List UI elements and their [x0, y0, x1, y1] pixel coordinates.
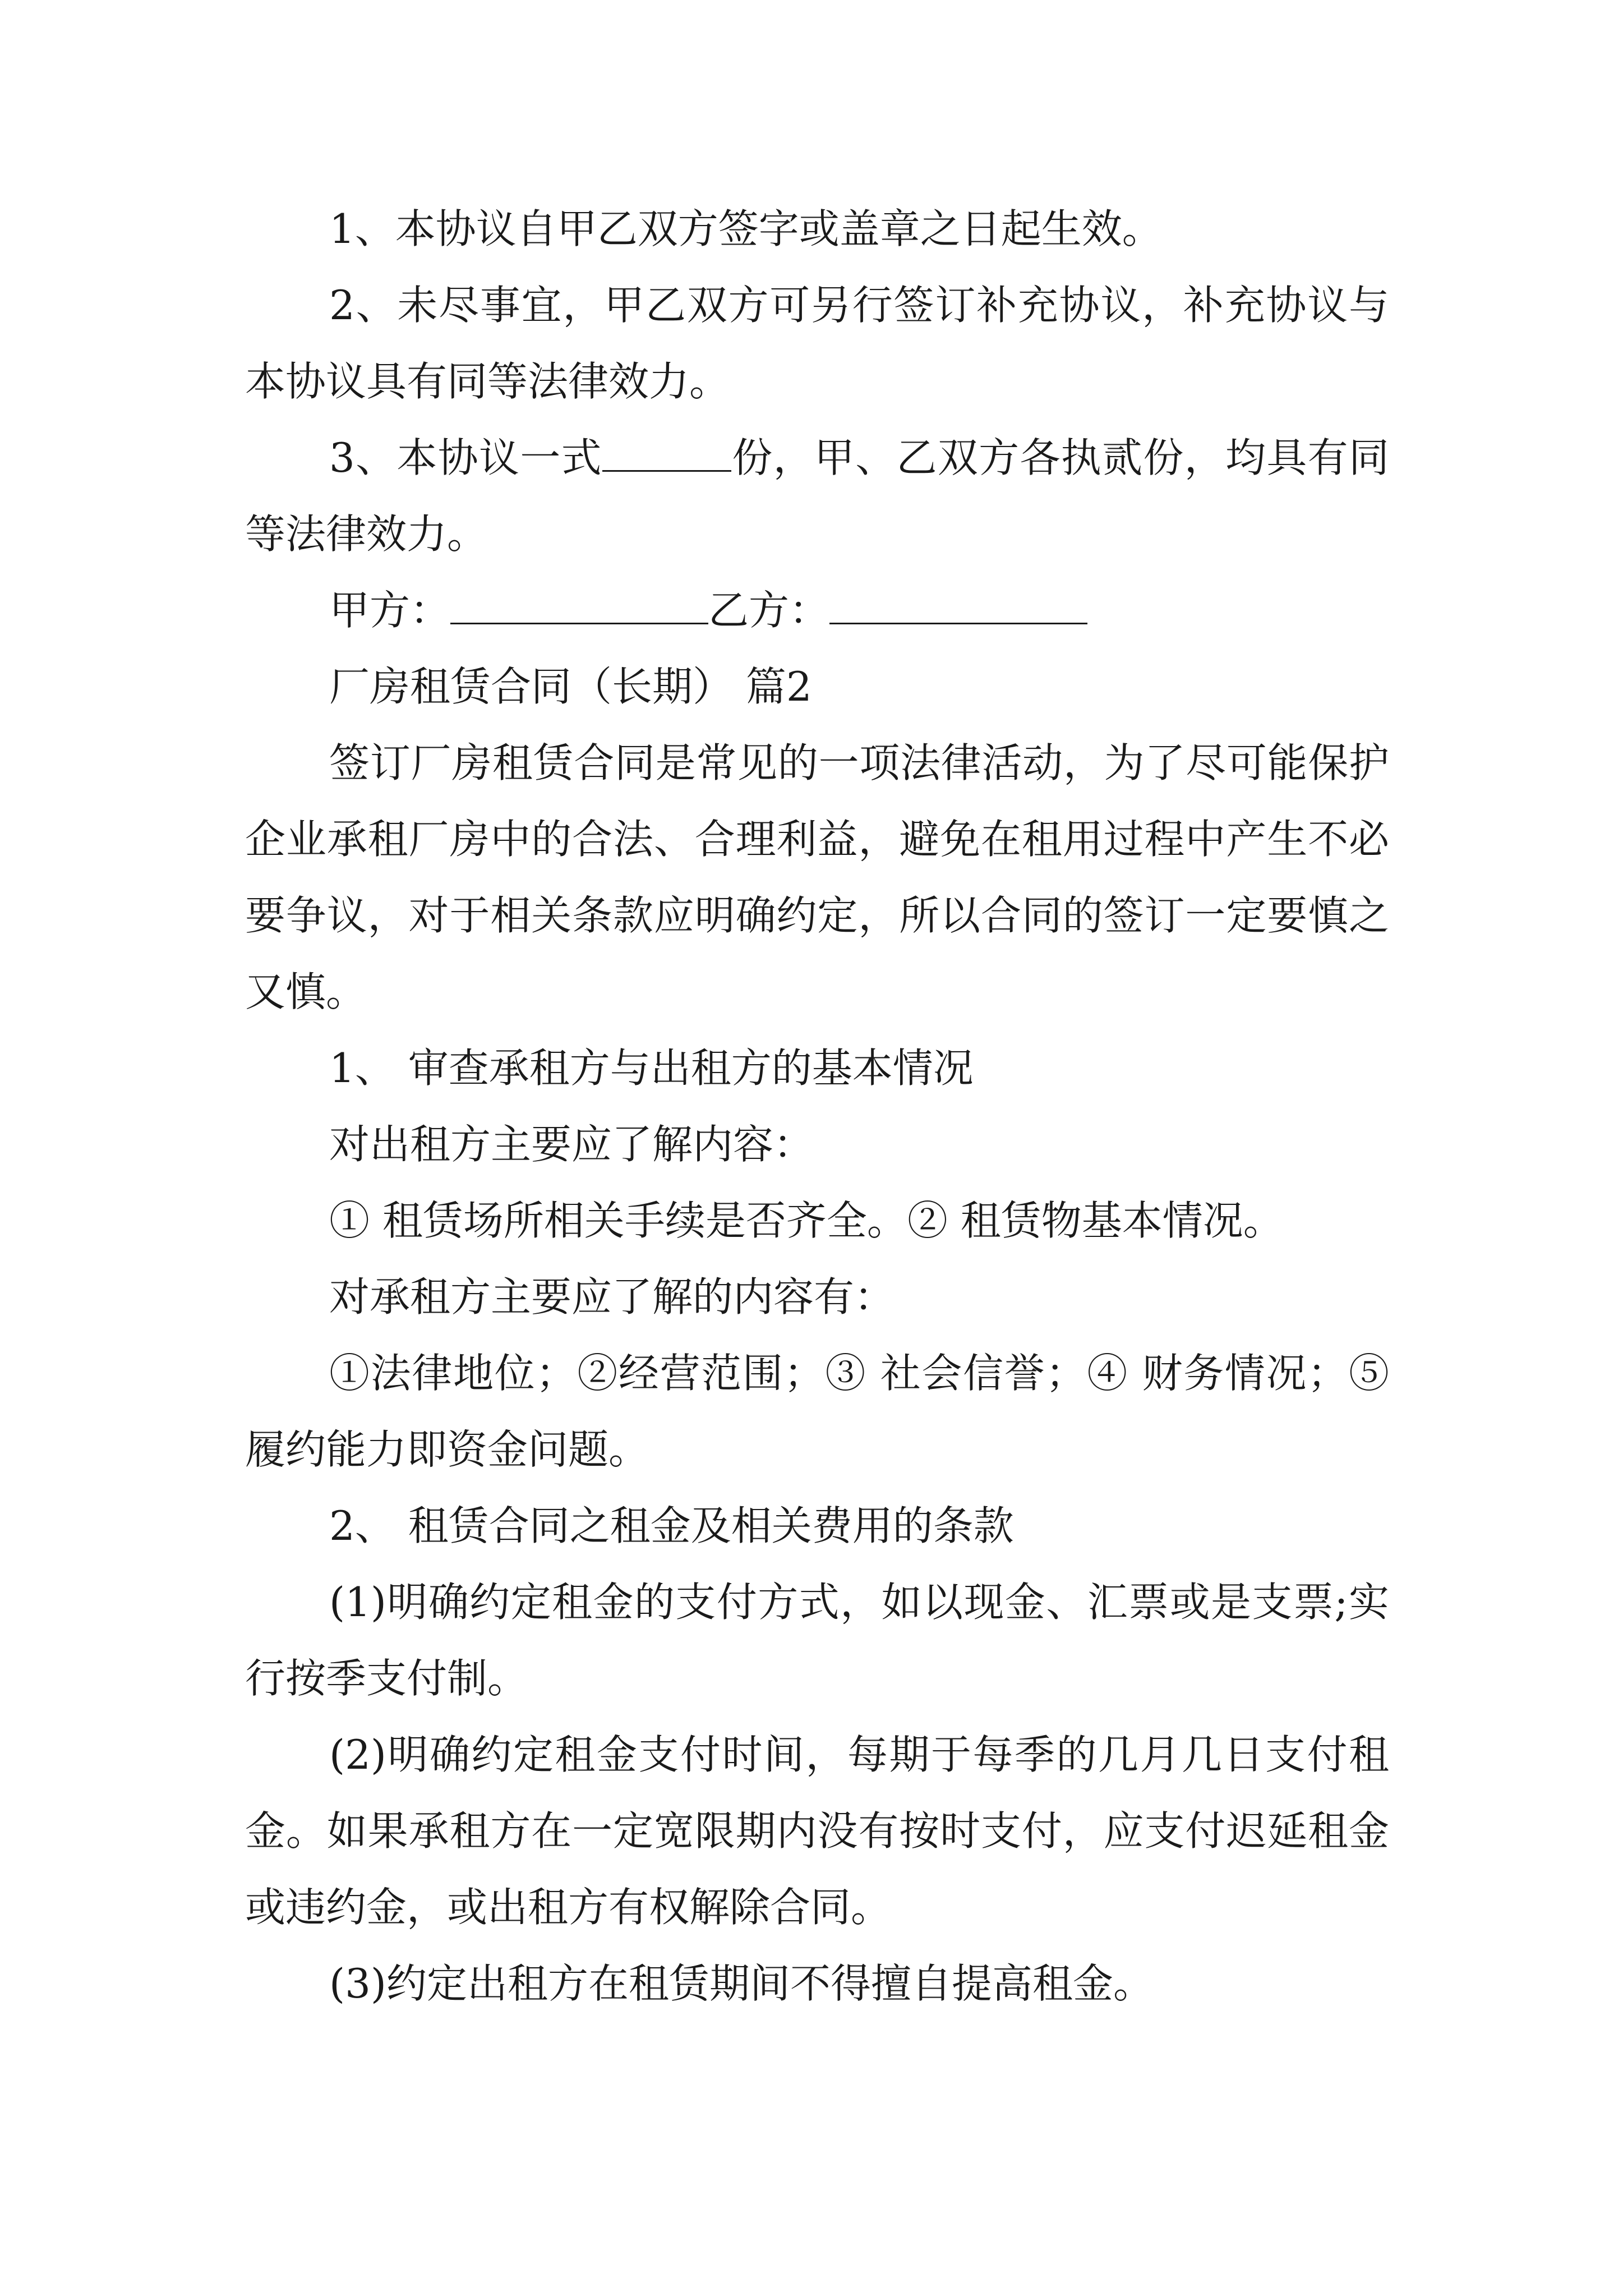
signature-line	[245, 572, 1389, 648]
party-a-blank-line	[450, 582, 708, 624]
lessee-heading: 对承租方主要应了解的内容有：	[329, 1273, 895, 1320]
clause-copies-text-before: 3、本协议一式	[329, 434, 602, 481]
rent-paragraph-3: (3)约定出租方在租赁期间不得擅自提高租金。	[329, 1960, 1154, 2007]
copies-blank-line	[602, 430, 731, 472]
clause-copies	[245, 420, 1389, 572]
lessee-points: ①法律地位；②经营范围；③ 社会信誉；④ 财务情况；⑤履约能力即资金问题。	[245, 1350, 1389, 1473]
intro-paragraph: 签订厂房租赁合同是常见的一项法律活动，为了尽可能保护企业承租厂房中的合法、合理利益，避免在租用过程中产生不必要争议，对于相关条款应明确约定，所以合同的签订一定要慎之又慎。	[245, 739, 1389, 1015]
clause-effective: 1、本协议自甲乙双方签字或盖章之日起生效。	[329, 205, 1163, 252]
lessor-points: ① 租赁场所相关手续是否齐全。② 租赁物基本情况。	[329, 1197, 1284, 1244]
item1-heading: 1、 审查承租方与出租方的基本情况	[329, 1045, 974, 1092]
clause-supplement: 2、未尽事宜，甲乙双方可另行签订补充协议，补充协议与本协议具有同等法律效力。	[245, 282, 1389, 405]
lessor-heading: 对出租方主要应了解内容：	[329, 1121, 814, 1168]
party-b-label: 乙方：	[708, 587, 830, 634]
document-body	[245, 191, 1389, 2022]
rent-paragraph-2: (2)明确约定租金支付时间，每期于每季的几月几日支付租金。如果承租方在一定宽限期内没有按时支付，应支付迟延租金或违约金，或出租方有权解除合同。	[245, 1731, 1389, 1931]
section-title: 厂房租赁合同（长期） 篇2	[329, 663, 812, 710]
party-b-blank-line	[829, 582, 1087, 624]
party-a-label: 甲方：	[329, 587, 451, 634]
item2-heading: 2、 租赁合同之租金及相关费用的条款	[329, 1502, 1014, 1549]
clause-copies-text-after: 份，甲、乙双方各执贰份，均具有同等法律效力。	[245, 434, 1389, 558]
rent-paragraph-1: (1)明确约定租金的支付方式，如以现金、汇票或是支票;实行按季支付制。	[245, 1579, 1389, 1702]
